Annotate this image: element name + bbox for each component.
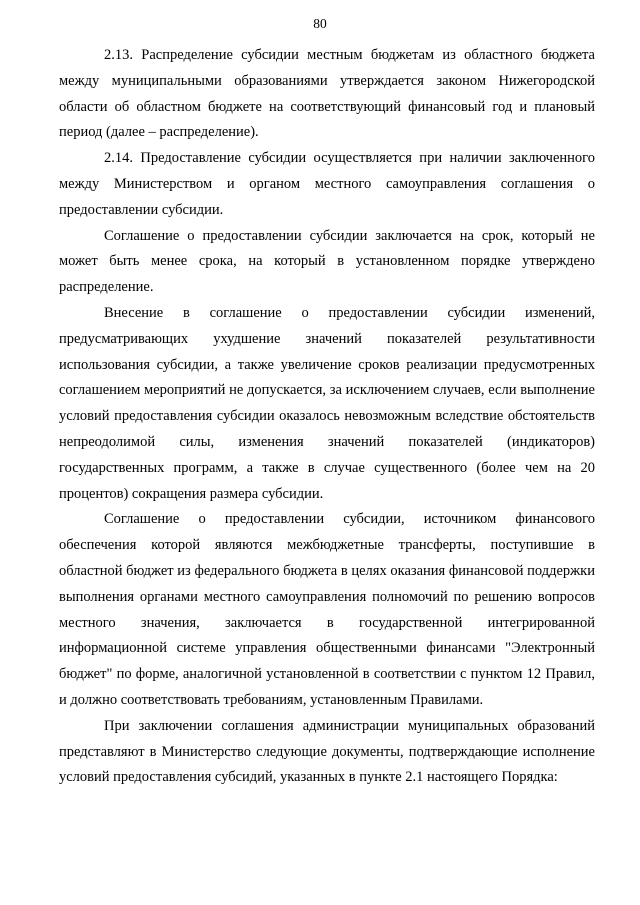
paragraph-agreement-term: Соглашение о предоставлении субсидии заключается на срок, который не может быть менее срока, на который в установленном порядке утверждено распределение. (59, 227, 595, 296)
paragraph-electronic-budget: Соглашение о предоставлении субсидии, источником финансового обеспечения которой являются межбюджетные трансферты, поступившие в областной бюджет из федерального бюджета в целях оказания финансовой поддержки выполнения органами местного самоуправления полномочий по решению вопросов местного значения, заключается в государственной интегрированной информационной системе управления общественными финансами "Электронный бюджет" по форме, аналогичной установленной в соответствии с пунктом 12 Правил, и должно соответствовать требованиям, установленным Правилами. (59, 511, 595, 708)
page-number: 80 (313, 16, 327, 31)
document-body (59, 43, 595, 791)
paragraph-2-14: 2.14. Предоставление субсидии осуществляется при наличии заключенного между Министерством и органом местного самоуправления соглашения о предоставлении субсидии. (59, 150, 595, 218)
paragraph-agreement-changes: Внесение в соглашение о предоставлении субсидии изменений, предусматривающих ухудшение значений показателей результативности использования субсидии, а также увеличение сроков реализации предусмотренных соглашением мероприятий не допускается, за исключением случаев, если выполнение условий предоставления субсидии оказалось невозможным вследствие обстоятельств непреодолимой силы, изменения значений показателей (индикаторов) государственных программ, а также в случае существенного (более чем на 20 процентов) сокращения размера субсидии. (59, 304, 595, 502)
paragraph-2-13: 2.13. Распределение субсидии местным бюджетам из областного бюджета между муниципальными образованиями утверждается законом Нижегородской области об областном бюджете на соответствующий финансовый год и плановый период (далее – распределение). (59, 47, 595, 141)
paragraph-required-documents: При заключении соглашения администрации муниципальных образований представляют в Министерство следующие документы, подтверждающие исполнение условий предоставления субсидий, указанных в пункте 2.1 настоящего Порядка: (59, 717, 595, 786)
